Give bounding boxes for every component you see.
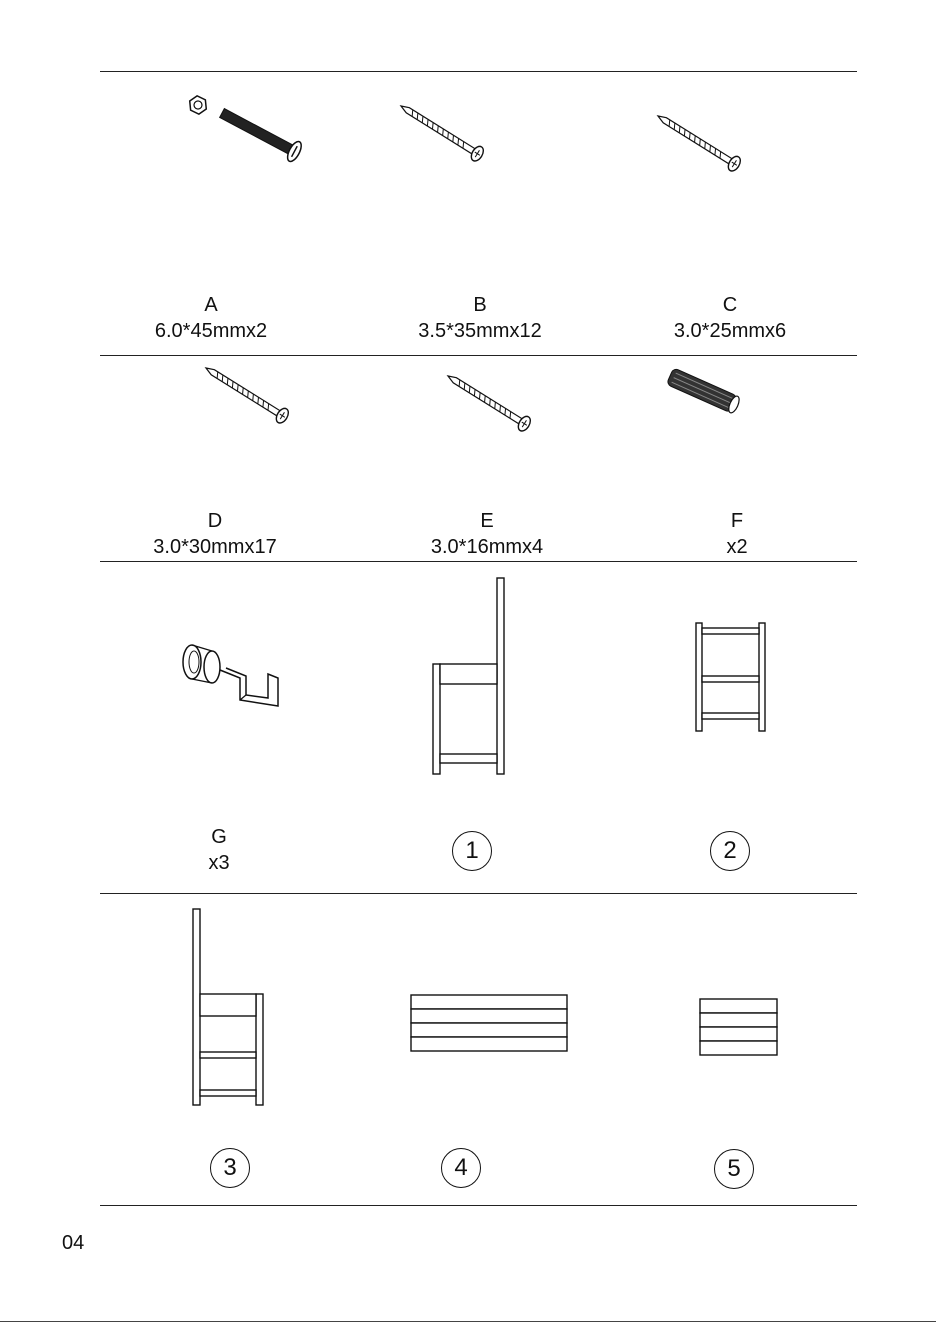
- part-label-c: [610, 292, 850, 344]
- part-spec: x2: [726, 536, 748, 558]
- part-letter: C: [722, 294, 738, 316]
- divider-top: [100, 71, 857, 72]
- page-number: 04: [62, 1232, 85, 1254]
- part-letter: A: [204, 294, 218, 316]
- part-spec: 6.0*45mmx2: [154, 320, 268, 342]
- part-label-g: [99, 824, 339, 876]
- panel-number-2: 2: [710, 831, 750, 871]
- screw-icon: [395, 100, 495, 165]
- part-label-b: [360, 292, 600, 344]
- part-letter: B: [473, 294, 487, 316]
- part-letter: F: [730, 510, 744, 532]
- part-spec: 3.0*16mmx4: [430, 536, 544, 558]
- page-bottom-edge: [0, 1321, 936, 1322]
- side-frame-with-shelves-icon: [188, 906, 268, 1110]
- part-spec: 3.5*35mmx12: [418, 320, 542, 342]
- part-spec: 3.0*30mmx17: [153, 536, 277, 558]
- panel-number-3: 3: [210, 1148, 250, 1188]
- part-label-d: [95, 508, 335, 560]
- wooden-dowel-icon: [662, 364, 752, 424]
- divider-row3: [100, 893, 857, 894]
- bolt-with-nut-icon: [180, 85, 320, 175]
- divider-bottom: [100, 1205, 857, 1206]
- screw-icon: [652, 110, 752, 175]
- side-frame-panel-icon: [430, 576, 510, 778]
- screw-icon: [442, 370, 542, 435]
- short-slat-boards-icon: [697, 996, 781, 1058]
- panel-number-1: 1: [452, 831, 492, 871]
- part-label-a: [91, 292, 331, 344]
- ladder-frame-panel-icon: [693, 620, 769, 736]
- part-label-e: [367, 508, 607, 560]
- part-spec: 3.0*25mmx6: [673, 320, 787, 342]
- divider-row1: [100, 355, 857, 356]
- panel-number-4: 4: [441, 1148, 481, 1188]
- screw-icon: [200, 362, 300, 427]
- part-spec: x3: [208, 852, 230, 874]
- part-letter: D: [207, 510, 223, 532]
- part-label-f: [617, 508, 857, 560]
- long-slat-boards-icon: [408, 992, 572, 1054]
- wall-hook-bracket-icon: [180, 640, 280, 710]
- panel-number-5: 5: [714, 1149, 754, 1189]
- divider-row2: [100, 561, 857, 562]
- part-letter: G: [211, 826, 227, 848]
- part-letter: E: [480, 510, 494, 532]
